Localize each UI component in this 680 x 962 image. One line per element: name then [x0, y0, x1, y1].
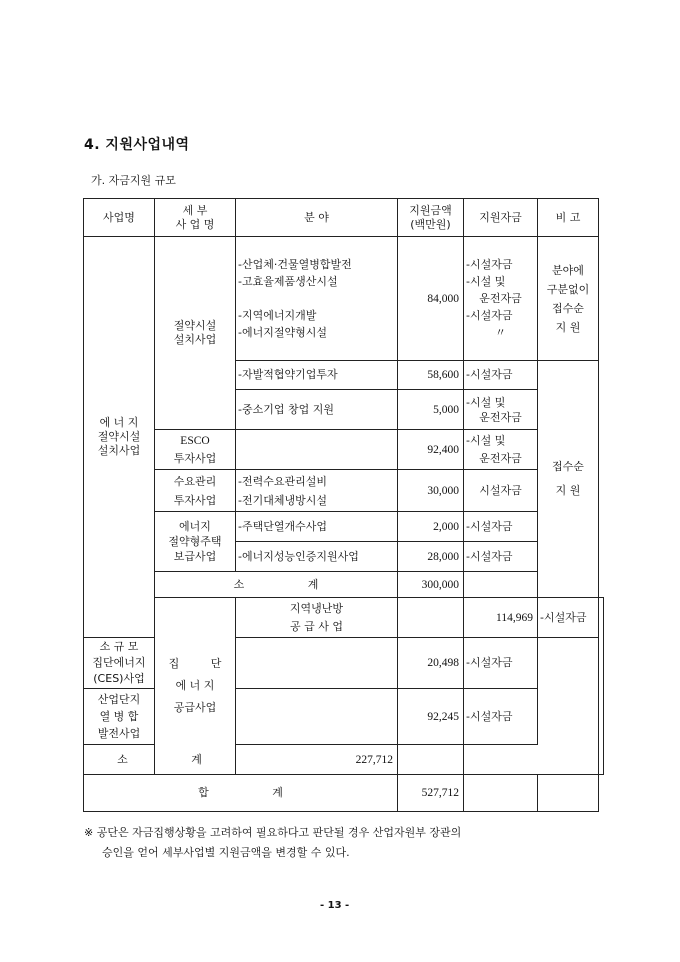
- fund-cell-empty: [464, 572, 538, 598]
- subtotal-label: 소 계: [84, 745, 236, 775]
- funding-table: [83, 198, 604, 812]
- fund-cell: -시설자금: [464, 542, 538, 572]
- fund-cell: -시설자금: [464, 512, 538, 542]
- amount-cell: 92,400: [398, 430, 464, 470]
- section-title: 4. 지원사업내역: [84, 137, 190, 153]
- fund-cell-empty: [464, 775, 538, 812]
- amount-cell: 2,000: [398, 512, 464, 542]
- field-cell-empty: [236, 689, 398, 745]
- total-amount: 527,712: [398, 775, 464, 812]
- amount-cell: 58,600: [398, 361, 464, 390]
- header-field: 분 야: [236, 199, 398, 237]
- group-collective-energy: 집 단 에 너 지 공급사업: [155, 598, 236, 775]
- amount-cell: 92,245: [398, 689, 464, 745]
- table-row: [84, 512, 604, 542]
- fund-cell: -시설자금: [464, 361, 538, 390]
- table-header-row: [84, 199, 604, 237]
- subsection-title: 가. 자금지원 규모: [91, 174, 176, 187]
- fund-cell: -시설자금: [464, 638, 538, 689]
- fund-list: -시설자금 -시설 및 운전자금 -시설자금 〃: [464, 237, 538, 361]
- fund-cell: -시설자금: [464, 689, 538, 745]
- remark-first-come: 접수순 지 원: [538, 361, 599, 598]
- field-cell-empty: [236, 430, 398, 470]
- remark-empty: [599, 598, 604, 775]
- page-number: - 13 -: [320, 900, 350, 911]
- header-note: 비 고: [538, 199, 599, 237]
- header-amount: 지원금액 (백만원): [398, 199, 464, 237]
- detail-district-heating: 지역냉난방 공 급 사 업: [236, 598, 398, 638]
- subtotal-row: [84, 745, 604, 775]
- detail-industrial-chp: 산업단지 열 병 합 발전사업: [84, 689, 155, 745]
- remark-empty: [538, 775, 599, 812]
- footnote: ※ 공단은 자금집행상황을 고려하여 필요하다고 판단될 경우 산업자원부 장관의 승인을 얻어 세부사업별 지원금액을 변경할 수 있다.: [84, 826, 462, 859]
- table-row: [84, 430, 604, 470]
- group-energy-saving: 에 너 지 절약시설 설치사업: [84, 237, 155, 638]
- header-detail: 세 부 사 업 명: [155, 199, 236, 237]
- amount-cell: 84,000: [398, 237, 464, 361]
- field-cell: -에너지성능인증지원사업: [236, 542, 398, 572]
- table-row: [84, 470, 604, 512]
- remark-any-field: 분야에 구분없이 접수순 지 원: [538, 237, 599, 361]
- total-row: [84, 775, 604, 812]
- fund-cell-empty: [398, 745, 464, 775]
- fund-cell: -시설자금: [538, 598, 599, 638]
- amount-cell: 30,000: [398, 470, 464, 512]
- header-fund: 지원자금: [464, 199, 538, 237]
- field-cell: -중소기업 창업 지원: [236, 390, 398, 430]
- field-cell: -자발적협약기업투자: [236, 361, 398, 390]
- detail-esco: ESCO 투자사업: [155, 430, 236, 470]
- field-list: -산업체·건물열병합발전 -고효율제품생산시설 -지역에너지개발 -에너지절약형시설: [236, 237, 398, 361]
- amount-cell: 20,498: [398, 638, 464, 689]
- fund-cell: 시설자금: [464, 470, 538, 512]
- subtotal-row: [84, 572, 604, 598]
- detail-energy-housing: 에너지 절약형주택 보급사업: [155, 512, 236, 572]
- table-row: [84, 598, 604, 638]
- subtotal-amount: 227,712: [236, 745, 398, 775]
- table-row: [84, 237, 604, 361]
- detail-saving-facility: 절약시설 설치사업: [155, 237, 236, 430]
- fund-cell: -시설 및 운전자금: [464, 390, 538, 430]
- amount-cell: 28,000: [398, 542, 464, 572]
- subtotal-label: 소 계: [155, 572, 398, 598]
- field-cell-empty: [236, 638, 398, 689]
- header-business: 사업명: [84, 199, 155, 237]
- subtotal-amount: 300,000: [398, 572, 464, 598]
- field-cell-empty: [398, 598, 464, 638]
- amount-cell: 114,969: [464, 598, 538, 638]
- amount-cell: 5,000: [398, 390, 464, 430]
- field-cell: -주택단열개수사업: [236, 512, 398, 542]
- detail-demand-management: 수요관리 투자사업: [155, 470, 236, 512]
- field-cell: -전력수요관리설비 -전기대체냉방시설: [236, 470, 398, 512]
- fund-cell: -시설 및 운전자금: [464, 430, 538, 470]
- total-label: 합 계: [84, 775, 398, 812]
- detail-ces: 소 규 모 집단에너지 (CES)사업: [84, 638, 155, 689]
